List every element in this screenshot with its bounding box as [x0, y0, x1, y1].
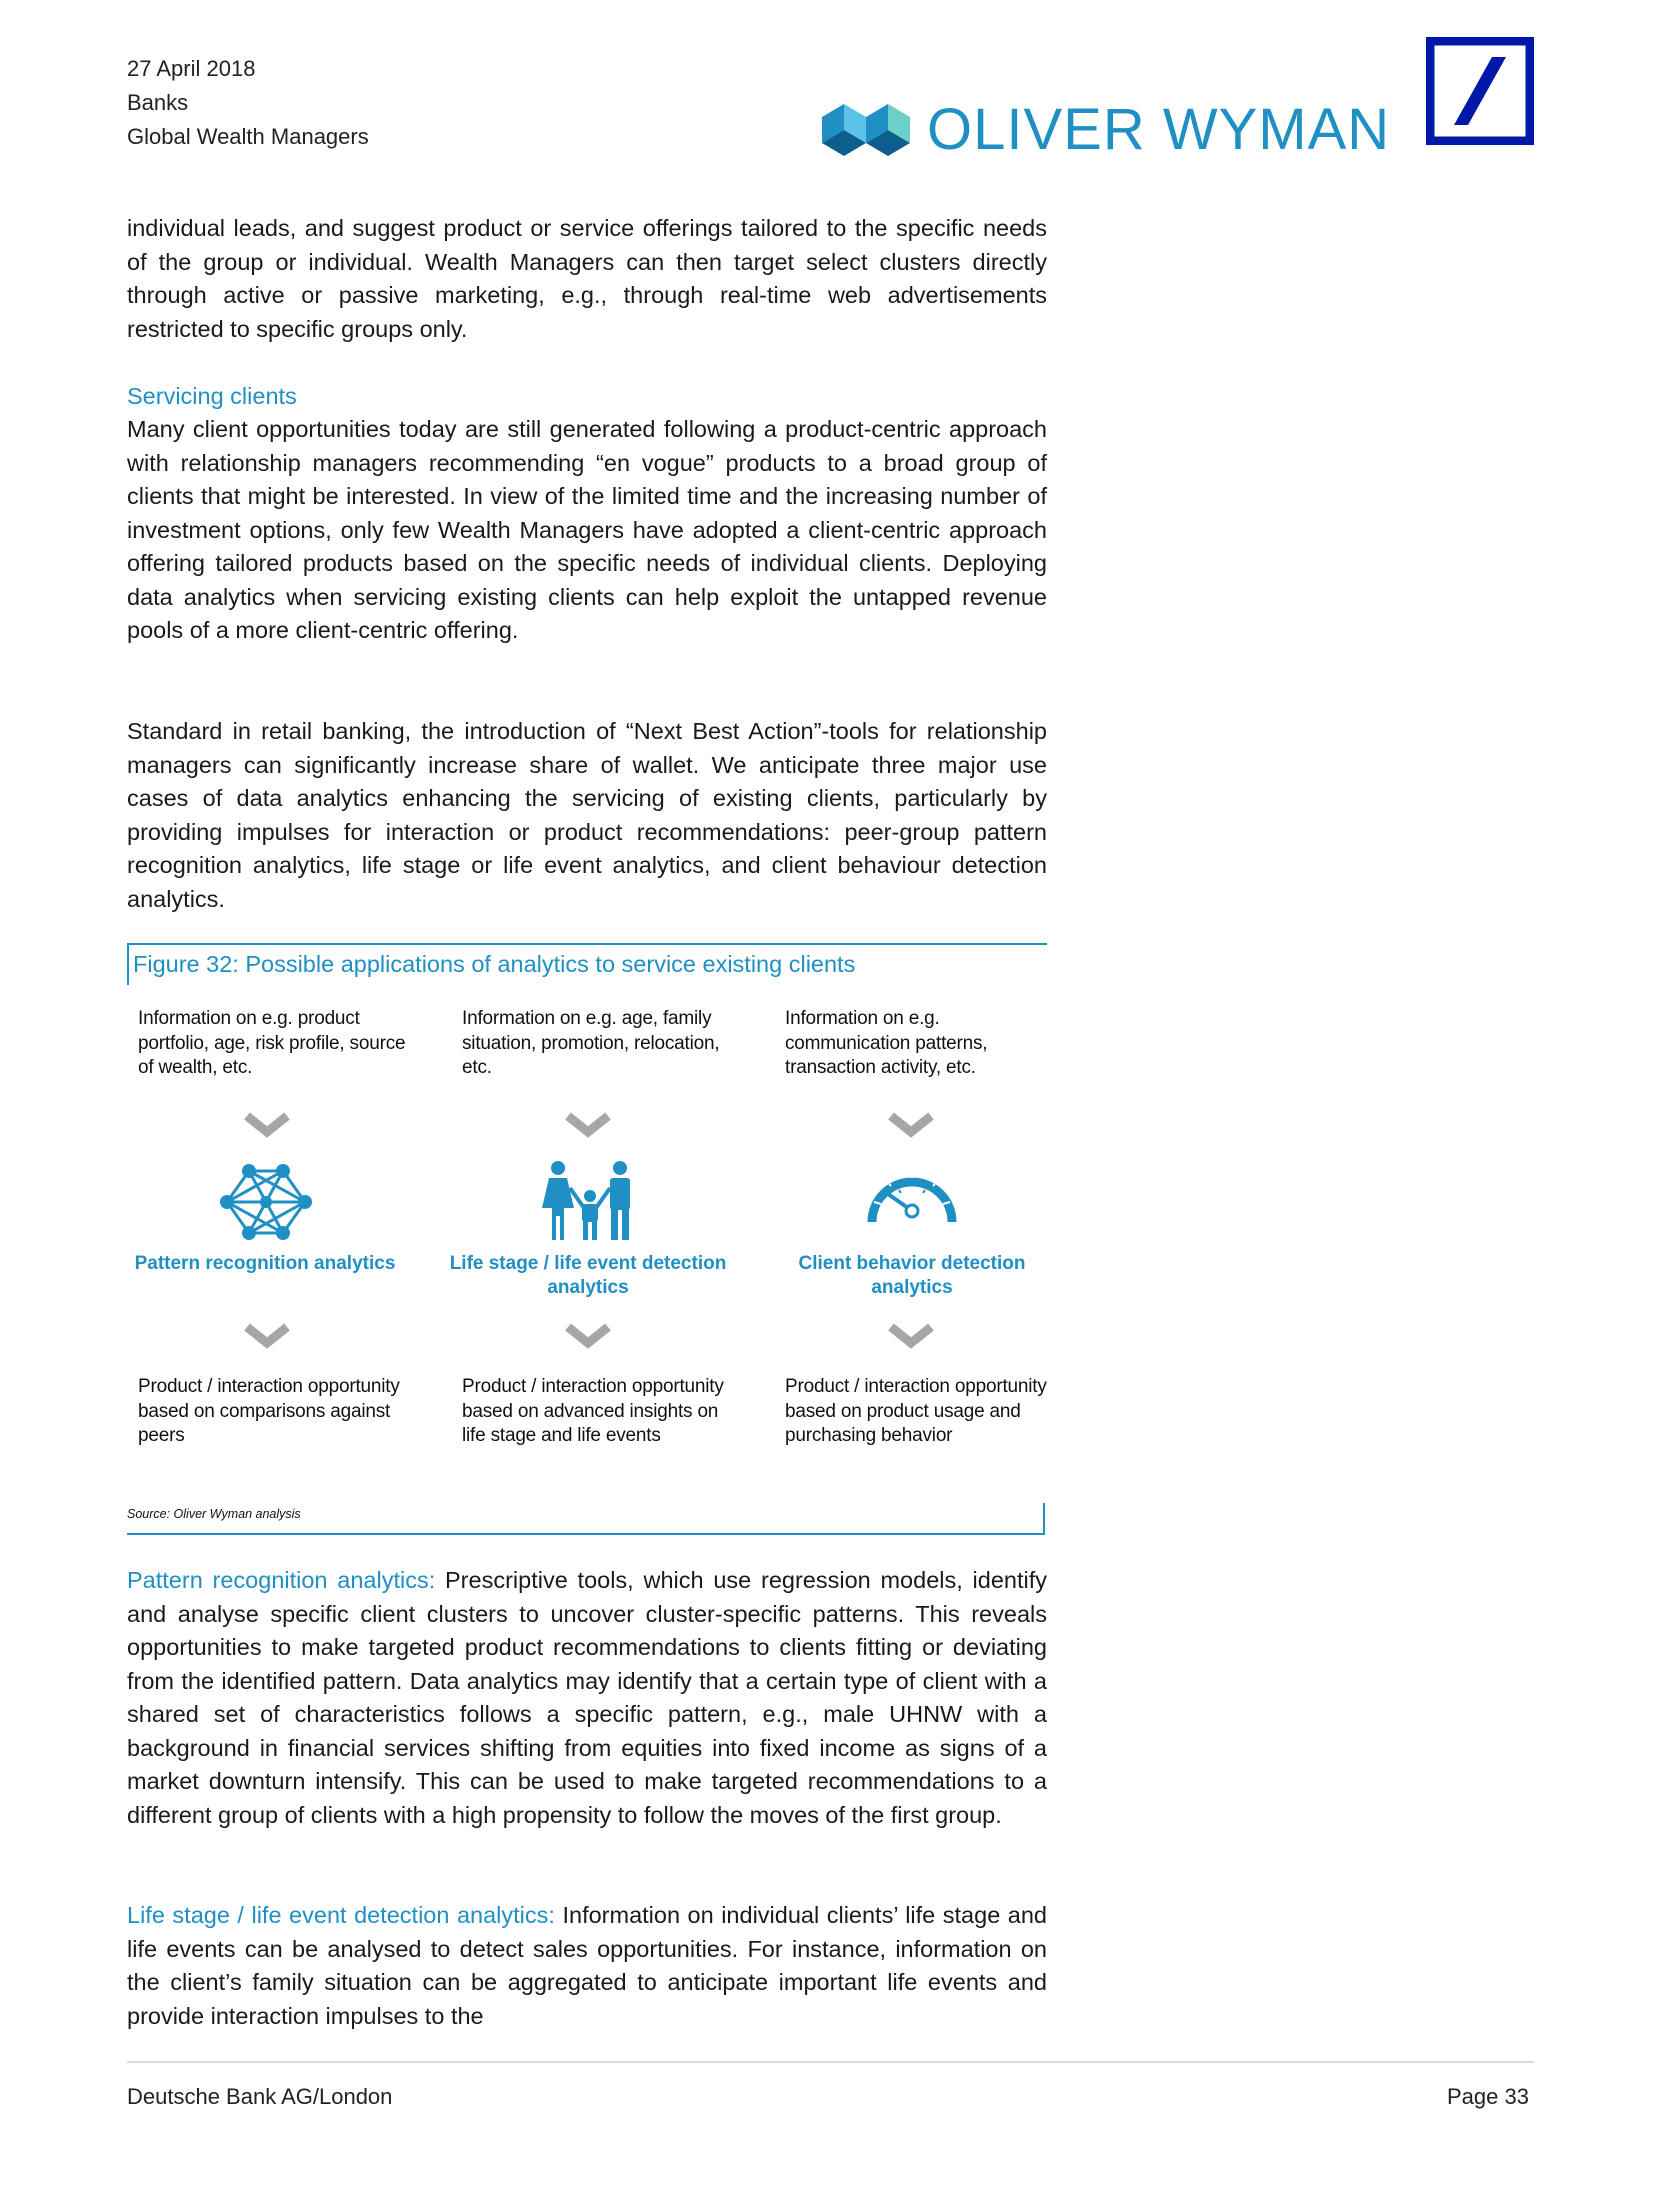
life-stage-lead: Life stage / life event detection analytics:: [127, 1902, 555, 1928]
family-icon: [540, 1160, 640, 1242]
oliver-wyman-mark-icon: [822, 104, 910, 156]
chevron-down-icon: [887, 1323, 935, 1349]
oliver-wyman-wordmark: OLIVER WYMAN: [927, 97, 1391, 162]
figure-right-rule: [1043, 1503, 1045, 1535]
report-header: [127, 52, 369, 154]
header-report-title: Global Wealth Managers: [127, 124, 369, 149]
figure-bottom-rule: [127, 1533, 1045, 1535]
pattern-recognition-lead: Pattern recognition analytics:: [127, 1567, 436, 1593]
paragraph-pattern-recognition: Pattern recognition analytics: Prescriptive tools, which use regression models, identify and analyse specific client clusters to uncover cluster-specific patterns. This reveals opportunities to make targeted product recommendations to clients fitting or deviating from the identified pattern. Data analytics may identify that a certain type of client with a shared set of characteristics follows a specific pattern, e.g., male UHNW with a background in financial services shifting from equities into fixed income as signs of a market downturn intensify. This can be used to make targeted recommendations to a different group of clients with a high propensity to follow the moves of the first group.: [127, 1567, 1047, 1828]
figure-title: Figure 32: Possible applications of analytics to service existing clients: [133, 951, 856, 977]
footer-rule: [127, 2061, 1534, 2063]
network-icon: [219, 1163, 313, 1241]
figure-output-text: Product / interaction opportunity based on advanced insights on life stage and life events: [462, 1376, 724, 1446]
chevron-down-icon: [243, 1323, 291, 1349]
header-sector: Banks: [127, 90, 189, 115]
paragraph-intro-continued: individual leads, and suggest product or service offerings tailored to the specific needs of the group or individual. Wealth Managers can then target select clusters directly through active or passive marketing, e.g., through real-time web advertisements restricted to specific groups only.: [127, 215, 1047, 342]
figure-input-text: Information on e.g. product portfolio, age, risk profile, source of wealth, etc.: [138, 1008, 406, 1078]
figure-output-text: Product / interaction opportunity based on product usage and purchasing behavior: [785, 1376, 1047, 1446]
figure-analytics-label: Pattern recognition analytics: [134, 1253, 396, 1274]
figure-output-text: Product / interaction opportunity based on comparisons against peers: [138, 1376, 400, 1446]
chevron-down-icon: [564, 1323, 612, 1349]
page-number: Page 33: [1447, 2084, 1529, 2109]
figure-left-rule: [127, 943, 129, 985]
header-date: 27 April 2018: [127, 56, 256, 81]
chevron-down-icon: [564, 1112, 612, 1138]
deutsche-bank-logo: [1426, 37, 1534, 145]
paragraph-next-best-action: Standard in retail banking, the introduction of “Next Best Action”-tools for relationship managers can significantly increase share of wallet. We anticipate three major use cases of data analytics enhancing the servicing of existing clients, particularly by providing impulses for interaction or product recommendations: peer-group pattern recognition analytics, life stage or life event analytics, and client behaviour detection analytics.: [127, 718, 1047, 912]
footer-publisher: Deutsche Bank AG/London: [127, 2084, 393, 2109]
gauge-icon: [866, 1164, 958, 1228]
figure-input-text: Information on e.g. communication patterns, transaction activity, etc.: [785, 1008, 988, 1078]
oliver-wyman-logo: [822, 92, 1412, 162]
figure-source: Source: Oliver Wyman analysis: [127, 1507, 301, 1521]
paragraph-life-stage: Life stage / life event detection analytics: Information on individual clients’ life stage and life events can be analysed to detect sales opportunities. For instance, information on the client’s family situation can be aggregated to anticipate important life events and provide interaction impulses to the: [127, 1902, 1047, 2029]
figure-top-rule: [127, 943, 1047, 945]
figure-input-text: Information on e.g. age, family situation, promotion, relocation, etc.: [462, 1008, 720, 1078]
figure-analytics-label: Life stage / life event detection analytics: [449, 1253, 727, 1298]
chevron-down-icon: [887, 1112, 935, 1138]
figure-analytics-label: Client behavior detection analytics: [798, 1253, 1026, 1298]
section-heading-servicing-clients: Servicing clients: [127, 383, 297, 409]
paragraph-servicing-clients: Many client opportunities today are still generated following a product-centric approach with relationship managers recommending “en vogue” products to a broad group of clients that might be interested. In view of the limited time and the increasing number of investment options, only few Wealth Managers have adopted a client-centric approach offering tailored products based on the specific needs of individual clients. Deploying data analytics when servicing existing clients can help exploit the untapped revenue pools of a more client-centric offering.: [127, 416, 1047, 643]
chevron-down-icon: [243, 1112, 291, 1138]
